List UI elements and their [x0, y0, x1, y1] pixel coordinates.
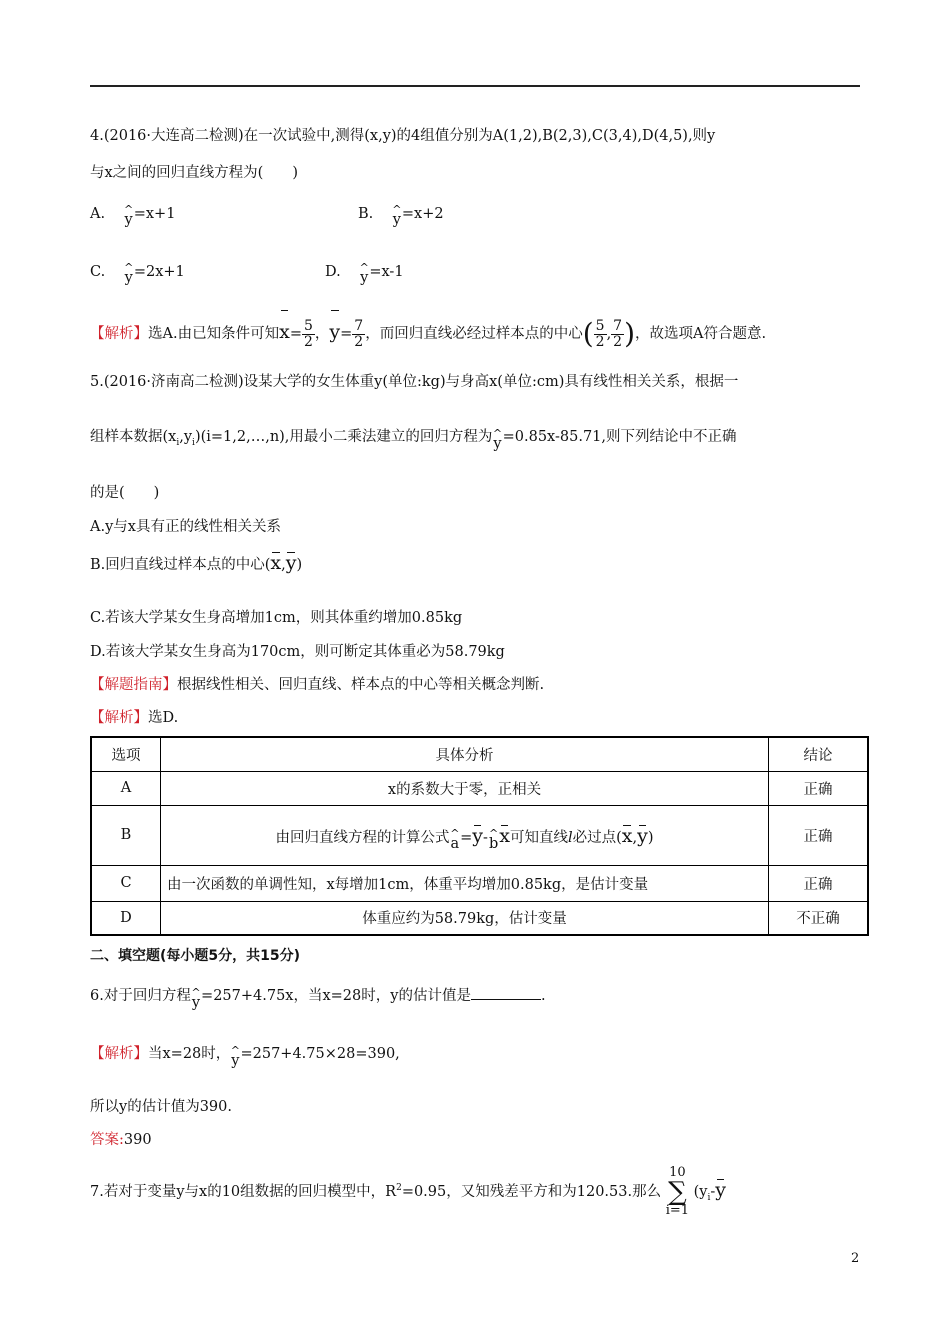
equals: =: [289, 326, 302, 342]
q4-option-d: [325, 258, 404, 286]
option-text: ): [296, 557, 303, 573]
q4-stem-line1: 4.(2016·大连高二检测)在一次试验中,测得(x,y)的4组值分别为A(1,2),B(2,3),C(3,4),D(4,5),则y: [90, 128, 716, 144]
row-option: C: [91, 865, 161, 901]
row-result: 正确: [769, 805, 869, 865]
stem-text: )(i=1,2,…,n),用最小二乘法建立的回归方程为: [194, 429, 493, 445]
x-bar: x: [621, 824, 633, 847]
sum-upper: 10: [669, 1165, 686, 1180]
fraction-5-2: $\frac{5}{2}$: [595, 317, 605, 350]
table-row: [91, 805, 868, 865]
subscript: i: [176, 437, 180, 448]
row-analysis: 体重应约为58.79kg，估计变量: [161, 901, 769, 935]
option-text: =2x+1: [133, 264, 185, 280]
stem-text: 6.对于回归方程: [90, 988, 191, 1004]
row-analysis: 由回归直线方程的计算公式^ a=y-^ bx可知直线l必过点(x,y): [161, 805, 769, 865]
guide-text: 根据线性相关、回归直线、样本点的中心等相关概念判断.: [177, 677, 545, 693]
table-row: [91, 901, 868, 935]
q7-stem: [90, 1166, 726, 1218]
q5-stem-line2: [90, 423, 737, 452]
sum-lower: i=1: [665, 1203, 690, 1218]
row-analysis: x的系数大于零，正相关: [161, 771, 769, 805]
fraction-7-2: $\frac{7}{2}$: [613, 317, 623, 350]
stem-text: 7.若对于变量y与x的10组数据的回归模型中，R: [90, 1184, 397, 1200]
q6-stem: [90, 982, 546, 1011]
subscript: i: [707, 1192, 711, 1203]
y-hat: ^ y: [360, 264, 368, 286]
y-hat: ^ y: [231, 1047, 239, 1069]
option-text: =x-1: [369, 264, 404, 280]
option-text: B.回归直线过样本点的中心(: [90, 557, 271, 573]
y-hat: ^ y: [125, 264, 133, 286]
a-hat: ^ a: [450, 830, 459, 852]
stem-text: (y: [693, 1184, 708, 1200]
analysis-table: [90, 736, 869, 936]
q5-option-d: D.若该大学某女生身高为170cm，则可断定其体重必为58.79kg: [90, 644, 505, 660]
q5-analysis: [90, 706, 178, 727]
table-row: [91, 771, 868, 805]
q6-conclusion: 所以y的估计值为390.: [90, 1099, 232, 1115]
analysis-tag: 【解析】: [90, 1046, 148, 1062]
row-option: B: [91, 805, 161, 865]
header-result: 结论: [769, 737, 869, 771]
q5-option-a: A.y与x具有正的线性相关关系: [90, 519, 281, 535]
q4-option-c: [90, 258, 185, 286]
option-label: B.: [358, 206, 374, 222]
q5-stem-line1: 5.(2016·济南高二检测)设某大学的女生体重y(单位:kg)与身高x(单位:cm)具有线性相关关系，根据一: [90, 374, 739, 390]
comma: ，: [314, 326, 330, 342]
analysis-tag: 【解析】: [90, 710, 148, 726]
guide-tag: 【解题指南】: [90, 677, 177, 693]
stem-text: .: [540, 988, 546, 1004]
paren-open: (: [582, 317, 594, 350]
analysis-text: 当x=28时，: [148, 1046, 231, 1062]
stem-text: =257+4.75x，当x=28时，y的估计值是: [201, 988, 471, 1004]
q4-analysis: [90, 310, 766, 356]
superscript: 2: [396, 1183, 402, 1194]
section-title: 二、填空题(每小题5分，共15分): [90, 948, 301, 964]
option-label: C.: [90, 264, 106, 280]
x-bar: x: [499, 824, 510, 847]
q4-option-b: [358, 200, 444, 228]
stem-text: ,y: [179, 429, 193, 445]
analysis-text: =257+4.75×28=390,: [240, 1046, 400, 1062]
q5-guide: [90, 673, 544, 694]
answer-value: 390: [123, 1132, 152, 1148]
analysis-text-3: ，故选项A符合题意.: [635, 326, 767, 342]
row-result: 正确: [769, 865, 869, 901]
row-result: 正确: [769, 771, 869, 805]
y-hat: ^ y: [393, 206, 401, 228]
q5-option-b: B.回归直线过样本点的中心(x,y): [90, 552, 303, 574]
table-row: [91, 865, 868, 901]
fraction-5-2: $\frac{5}{2}$: [303, 317, 313, 350]
analysis-text: 选D.: [148, 710, 179, 726]
y-hat: ^ y: [493, 430, 501, 452]
b-hat: ^ b: [489, 830, 498, 852]
analysis-tag: 【解析】: [90, 326, 148, 342]
option-label: D.: [325, 264, 341, 280]
summation: [666, 1166, 689, 1218]
q5-stem-line3: 的是( ): [90, 485, 160, 501]
row-result: 不正确: [769, 901, 869, 935]
y-hat: ^ y: [125, 206, 133, 228]
q6-analysis: [90, 1040, 400, 1069]
stem-text: =0.85x-85.71,则下列结论中不正确: [502, 429, 737, 445]
comma: ,: [606, 326, 612, 342]
table-header-row: [91, 737, 868, 771]
stem-text: =0.95，又知残差平方和为120.53.那么: [401, 1184, 662, 1200]
option-label: A.: [90, 206, 106, 222]
paren-close: ): [624, 317, 636, 350]
answer-blank[interactable]: [471, 985, 541, 1000]
stem-text: -: [710, 1184, 716, 1200]
row-option: A: [91, 771, 161, 805]
y-hat: ^ y: [192, 989, 200, 1011]
stem-text: 组样本数据(x: [90, 429, 177, 445]
header-rule: [90, 85, 860, 87]
option-text: =x+2: [401, 206, 444, 222]
subscript: i: [192, 437, 195, 448]
header-analysis: 具体分析: [161, 737, 769, 771]
analysis-text: 选A.由已知条件可知: [148, 326, 280, 342]
y-bar: y: [285, 552, 297, 574]
option-text: =x+1: [133, 206, 176, 222]
header-option: 选项: [91, 737, 161, 771]
page-number: 2: [851, 1251, 860, 1266]
analysis-text-2: ，而回归直线必经过样本点的中心: [365, 326, 583, 342]
y-bar: y: [637, 824, 648, 847]
q4-stem-line2: 与x之间的回归直线方程为( ): [90, 165, 298, 181]
y-bar: y: [715, 1179, 727, 1201]
x-bar: x: [279, 310, 290, 354]
fraction-7-2: $\frac{7}{2}$: [354, 317, 364, 350]
y-bar: y: [472, 824, 484, 847]
row-option: D: [91, 901, 161, 935]
answer-tag: 答案:: [90, 1132, 124, 1148]
equals: =: [340, 326, 353, 342]
q4-option-a: [90, 200, 176, 228]
sigma-symbol: ∑: [668, 1177, 687, 1207]
q6-answer: [90, 1128, 152, 1149]
q5-option-c: C.若该大学某女生身高增加1cm，则其体重约增加0.85kg: [90, 610, 463, 626]
row-analysis: 由一次函数的单调性知，x每增加1cm，体重平均增加0.85kg，是估计变量: [161, 865, 769, 901]
y-bar: y: [329, 310, 340, 354]
x-bar: x: [270, 552, 282, 574]
